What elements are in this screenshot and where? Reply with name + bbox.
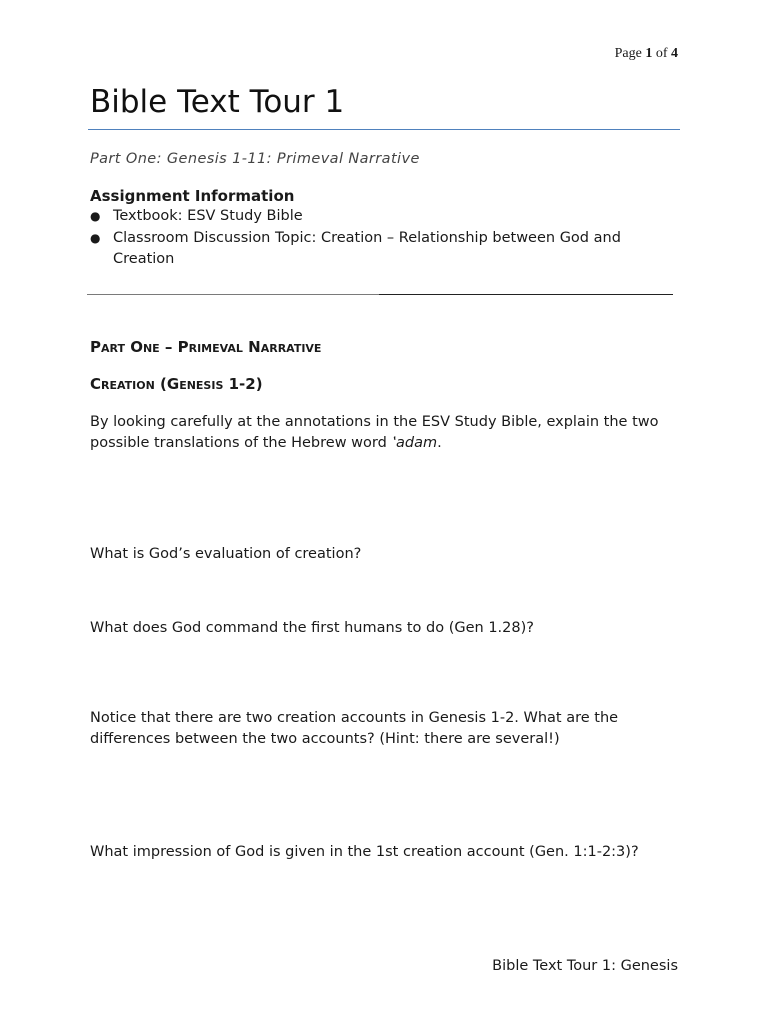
question-5: What impression of God is given in the 1st creation account (Gen. 1:1-2:3)?	[90, 844, 639, 860]
document-title: Bible Text Tour 1	[90, 84, 345, 120]
creation-heading: Creation (Genesis 1-2)	[90, 375, 263, 393]
list-item	[90, 206, 680, 228]
question-2: What is God’s evaluation of creation?	[90, 546, 362, 562]
hebrew-word: ‛adam	[391, 434, 438, 451]
bullet-icon: ●	[90, 230, 101, 245]
assignment-heading: Assignment Information	[90, 187, 295, 205]
question-1-text: By looking carefully at the annotations in the ESV Study Bible, explain the two possible translations of the Hebrew word	[90, 414, 659, 451]
question-3: What does God command the first humans to do (Gen 1.28)?	[90, 620, 534, 636]
part-heading: Part One – Primeval Narrative	[90, 338, 322, 356]
assignment-list	[90, 206, 680, 271]
document-subtitle: Part One: Genesis 1-11: Primeval Narrative	[90, 151, 420, 167]
assignment-item-text: Textbook: ESV Study Bible	[113, 208, 303, 224]
question-4: Notice that there are two creation accounts in Genesis 1-2. What are the differences between the two accounts? (Hint: there are several!)	[90, 710, 619, 747]
title-underline	[88, 129, 680, 130]
section-divider-left	[87, 294, 379, 295]
page-current: 1	[645, 46, 653, 61]
assignment-item-text: Classroom Discussion Topic: Creation – Relationship between God and Creation	[113, 229, 621, 267]
page-label: Page	[614, 46, 642, 61]
page-number	[615, 46, 678, 62]
bullet-icon: ●	[90, 209, 101, 223]
question-1-end: .	[437, 434, 442, 451]
page-footer: Bible Text Tour 1: Genesis	[492, 958, 678, 974]
section-divider-right	[379, 294, 673, 295]
page-total: 4	[671, 46, 678, 61]
list-item	[90, 228, 680, 271]
page-of: of	[655, 46, 668, 61]
question-1	[90, 412, 690, 453]
